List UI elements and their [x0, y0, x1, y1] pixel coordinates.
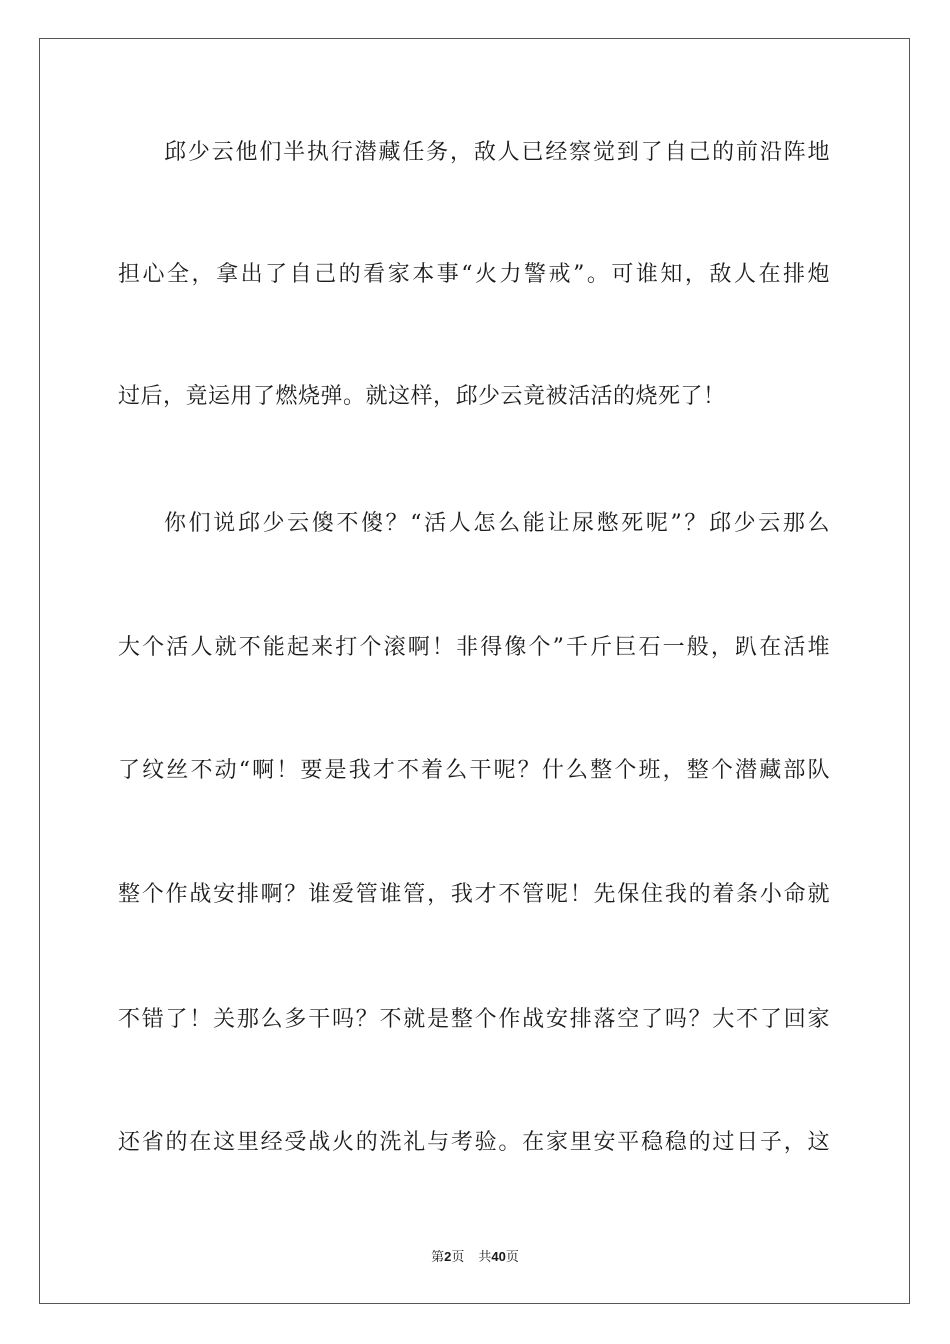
paragraph-line: 还省的在这里经受战火的洗礼与考验。在家里安平稳稳的过日子，这: [118, 1130, 830, 1155]
paragraph-line: 担心全，拿出了自己的看家本事“火力警戒”。可谁知，敌人在排炮: [118, 262, 830, 287]
paragraph-line: 了纹丝不动“啊！要是我才不着么干呢？什么整个班，整个潜藏部队: [118, 758, 830, 783]
total-label-suffix: 页: [505, 1250, 519, 1265]
page-label-prefix: 第: [431, 1250, 445, 1265]
paragraph-line: 过后，竟运用了燃烧弹。就这样，邱少云竟被活活的烧死了！: [118, 384, 726, 409]
page-footer: [0, 1248, 950, 1267]
paragraph-line: 大个活人就不能起来打个滚啊！非得像个”千斤巨石一般，趴在活堆: [118, 635, 830, 660]
paragraph-line: 不错了！关那么多干吗？不就是整个作战安排落空了吗？大不了回家: [118, 1007, 830, 1032]
page-border: [39, 38, 910, 1304]
paragraph-line: 整个作战安排啊？谁爱管谁管，我才不管呢！先保住我的着条小命就: [118, 882, 830, 907]
paragraph-line: 你们说邱少云傻不傻？“活人怎么能让尿憋死呢”？邱少云那么: [164, 511, 830, 536]
paragraph-line: 邱少云他们半执行潜藏任务，敌人已经察觉到了自己的前沿阵地: [164, 140, 830, 165]
page-label-suffix: 页: [451, 1250, 465, 1265]
total-label-prefix: 共: [478, 1250, 492, 1265]
total-pages: 40: [491, 1249, 506, 1264]
page-number: 2: [444, 1249, 452, 1264]
